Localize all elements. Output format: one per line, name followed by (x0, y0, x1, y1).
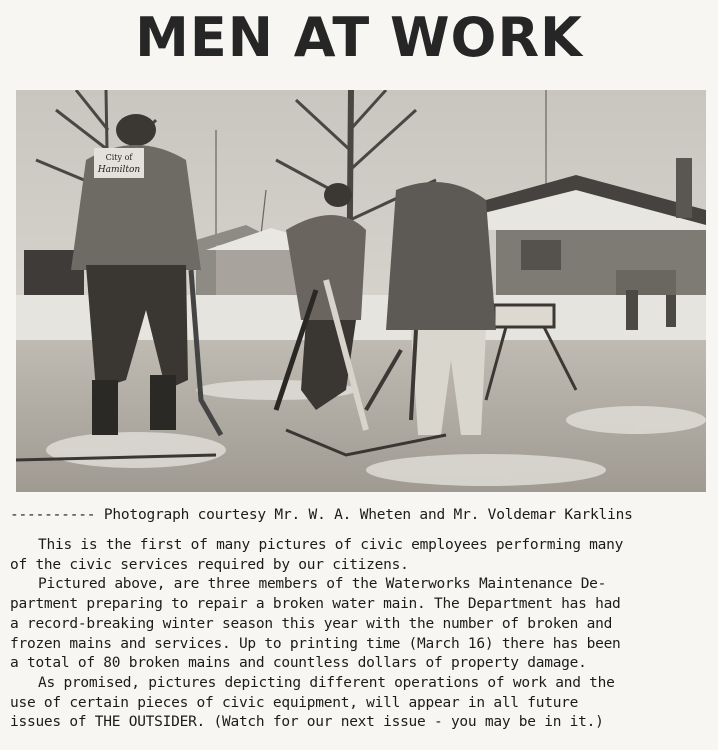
article-body (10, 536, 710, 733)
paragraph-2-line-1: Pictured above, are three members of the Waterworks Maintenance De- (38, 576, 607, 593)
paragraph-2-line-4: frozen mains and services. Up to printing time (March 16) there has been (10, 635, 621, 652)
paragraph-2-line-2: partment preparing to repair a broken water main. The Department has had (10, 596, 621, 613)
paragraph-3-line-2: use of certain pieces of civic equipment, will appear in all future (10, 694, 579, 711)
paragraph-2-line-5: a total of 80 broken mains and countless dollars of property damage. (10, 655, 587, 672)
photograph-workers (16, 90, 706, 492)
photo-credit: ---------- Photograph courtesy Mr. W. A. Wheten and Mr. Voldemar Karklins (10, 507, 633, 523)
jacket-text-line2: Hamilton (97, 165, 141, 175)
paragraph-1-line-2: of the civic services required by our citizens. (10, 556, 409, 573)
paragraph-3-line-1: As promised, pictures depicting different operations of work and the (38, 674, 615, 691)
jacket-text-line1: City of (105, 153, 133, 162)
paragraph-1-line-1: This is the first of many pictures of civic employees performing many (38, 537, 624, 553)
paragraph-3-line-3: issues of THE OUTSIDER. (Watch for our next issue - you may be in it.) (10, 714, 604, 731)
paragraph-2-line-3: a record-breaking winter season this year with the number of broken and (10, 615, 613, 632)
headline: MEN AT WORK (135, 6, 583, 69)
